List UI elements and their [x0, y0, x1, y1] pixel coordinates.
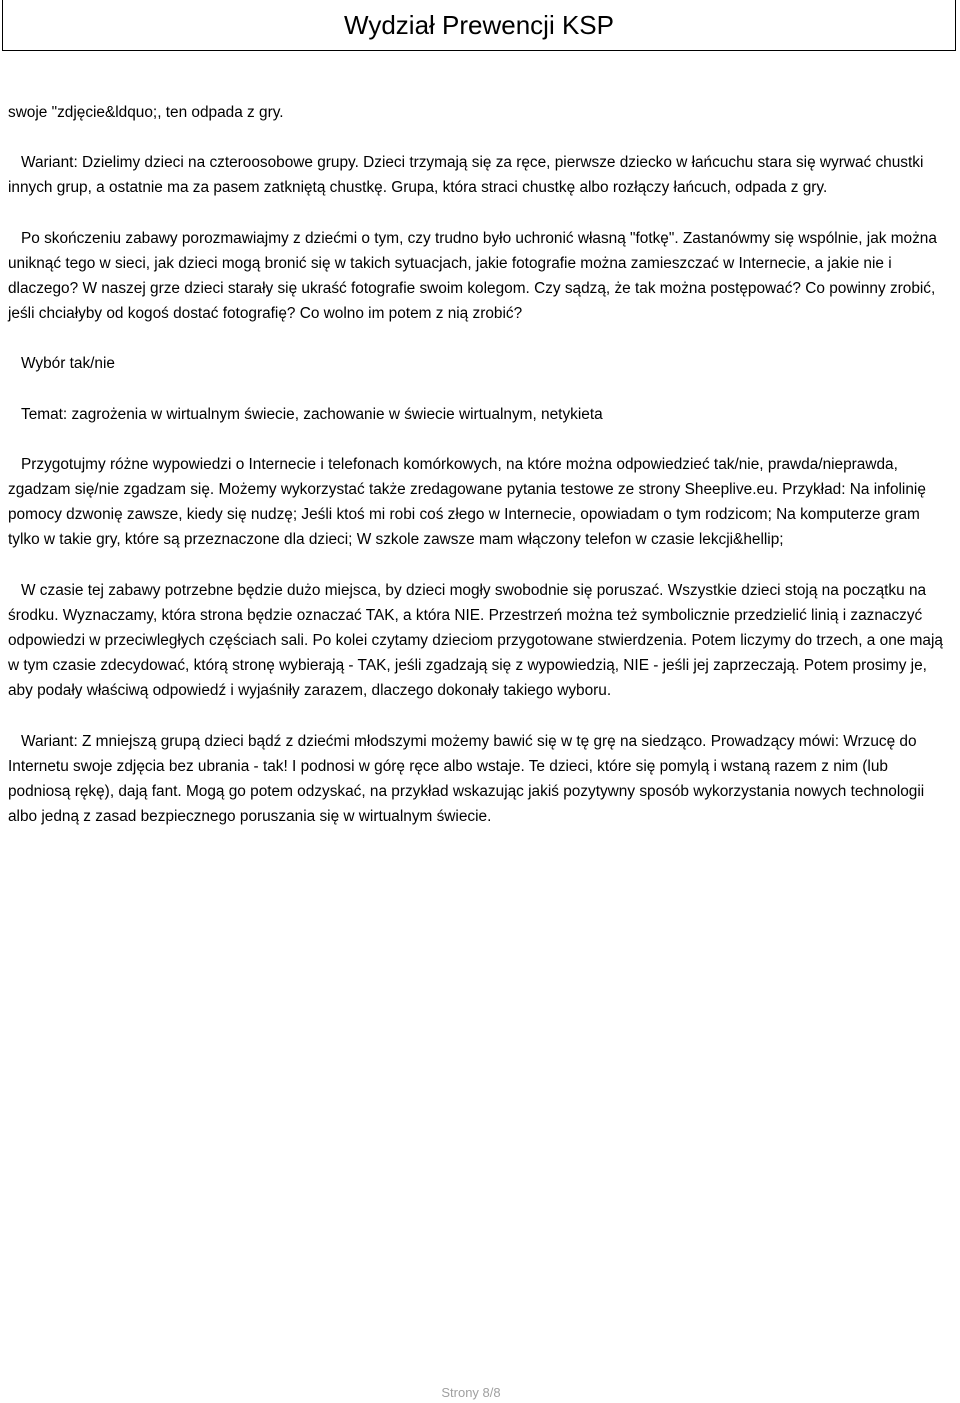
page-header	[2, 0, 956, 51]
paragraph: Wariant: Z mniejszą grupą dzieci bądź z dziećmi młodszymi możemy bawić się w tę grę na siedząco. Prowadzący mówi: Wrzucę do Internetu swoje zdjęcia bez ubrania - tak! I podnosi w górę ręce albo wstaje. Te dzieci, które się pomylą i wstaną razem z nim (lub podniosą rękę), dają fant. Mogą go potem odzyskać, na przykład wskazując jakiś pozytywny sposób wykorzystania nowych technologii albo jedną z zasad bezpiecznego poruszania się w wirtualnym świecie.	[8, 732, 925, 826]
paragraph: Wariant: Dzielimy dzieci na czteroosobowe grupy. Dzieci trzymają się za ręce, pierwsze dziecko w łańcuchu stara się wyrwać chustki innych grup, a ostatnie ma za pasem zatkniętą chustkę. Grupa, która straci chustkę albo rozłączy łańcuch, odpada z gry.	[8, 154, 924, 197]
paragraph: swoje "zdjęcie&ldquo;, ten odpada z gry.	[8, 104, 284, 121]
topic-line: Temat: zagrożenia w wirtualnym świecie, zachowanie w świecie wirtualnym, netykieta	[21, 405, 603, 423]
page-number: Strony 8/8	[441, 1385, 501, 1400]
document-body	[8, 100, 948, 854]
paragraph: Po skończeniu zabawy porozmawiajmy z dziećmi o tym, czy trudno było uchronić własną "fotkę". Zastanówmy się wspólnie, jak można uniknąć tego w sieci, jak dzieci mogą bronić się w takich sytuacjach, jakie fotografie można zamieszczać w Internecie, a jakie nie i dlaczego? W naszej grze dzieci starały się ukraść fotografie swoim kolegom. Czy sądzą, że tak można postępować? Co powinny zrobić, jeśli chciałyby od kogoś dostać fotografię? Co wolno im potem z nią zrobić?	[8, 229, 937, 323]
page-title: Wydział Prewencji KSP	[344, 9, 614, 40]
paragraph: Przygotujmy różne wypowiedzi o Internecie i telefonach komórkowych, na które można odpowiedzieć tak/nie, prawda/nieprawda, zgadzam się/nie zgadzam się. Możemy wykorzystać także zredagowane pytania testowe ze strony Sheeplive.eu. Przykład: Na infolinię pomocy dzwonię zawsze, kiedy się nudzę; Jeśli ktoś mi robi coś złego w Internecie, opowiadam o tym rodzicom; Na komputerze gram tylko w takie gry, które są przeznaczone dla dzieci; W szkole zawsze mam włączony telefon w czasie lekcji&hellip;	[8, 455, 926, 549]
paragraph: W czasie tej zabawy potrzebne będzie dużo miejsca, by dzieci mogły swobodnie się poruszać. Wszystkie dzieci stoją na początku na środku. Wyznaczamy, która strona będzie oznaczać TAK, a która NIE. Przestrzeń można też symbolicznie przedzielić linią i zaznaczyć odpowiedzi w przeciwległych częściach sali. Po kolei czytamy dzieciom przygotowane stwierdzenia. Potem liczymy do trzech, a one mają w tym czasie zdecydować, którą stronę wybierają - TAK, jeśli zgadzają się z wypowiedzią, NIE - jeśli jej zaprzeczają. Potem prosimy je, aby podały właściwą odpowiedź i wyjaśniły zarazem, dlaczego dokonały takiego wyboru.	[8, 581, 943, 700]
section-heading: Wybór tak/nie	[21, 355, 115, 373]
